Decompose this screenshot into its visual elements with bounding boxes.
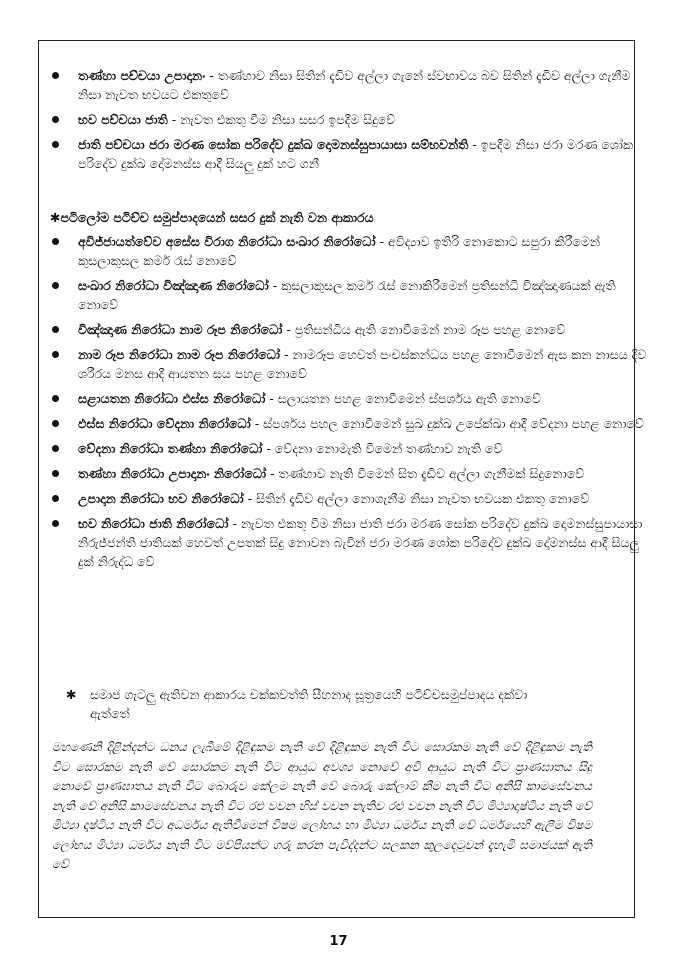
list-item: [0, 66, 677, 104]
item-term: භව නිරෝධා ජාති නිරෝධෝ: [78, 516, 229, 531]
item-term: තණ්හා පච්චයා උපාදානං: [78, 68, 206, 83]
list-item: [0, 232, 677, 270]
item-description: - සලායතන පහළ නොවීමෙන් ස්පර්ශය ඇති නොවේ: [265, 391, 542, 406]
item-term: සංඛාර නිරෝධා විඤ්ඤාණ නිරෝධෝ: [78, 278, 269, 293]
item-term: වේදනා නිරෝධා තණ්හා නිරෝධෝ: [78, 441, 263, 456]
item-description: - ස්පර්ශය පහල නොවීමෙන් සුඛ දුක්ඛ උපේක්ඛා ආදී වේදනා පහළ නොවේ: [250, 416, 644, 431]
page-number: 17: [329, 934, 348, 949]
list-item: [0, 514, 677, 571]
item-description: - වේදනා නොමැති වීමෙන් තණ්හාව නැති වේ: [262, 441, 503, 456]
item-description: - සිතින් දැඩිව අල්ලා නොගැනීම නිසා නැවත භවයක එකතු නොවේ: [243, 491, 590, 506]
note-text: සමාජ ගැටලු ඇතිවන ආකාරය චක්කවත්ති සීහනාද සූත්‍රයෙහි පටිච්චසමුප්පාදය දක්වා ඇත්තේ: [90, 687, 528, 721]
list-item: [0, 489, 677, 508]
closing-paragraph: මහණෙනි දිළින්දන්ට ධනය ලැබීමේ දිළිඳුකම නැති වේ දිළිඳුකම නැති විට සොරකම නැති වේ දිළිඳුකම නැති විට සොරකම නැති වේ සොරකම නැති විට ආයුධ අවශ්‍ය නොවේ අවි ආයුධ නැති විට ප්‍රාණඝාතය සිදු නොවේ ප්‍රාණඝාතය නැති විට බොරුව කේලම නැති වේ බොරු කේලාම් කීම නැති විට අනිසි කාමසේවනය නැති වේ අනිසි කාමසේවනය නැති විට රළු වචන හිස් වචන නැතිව රළු වචන නැති විට මිථ්‍යාදෘෂ්ටිය නැති වේ මිථ්‍යා දෘෂ්ටිය නැති විට අධර්මය ඇතිවීමෙන් විෂම ලෝභය හා මිථ්‍යා ධර්මය නැති වේ ධර්මයෙහි ඇලීම විෂම ලෝභය මිථ්‍යා ධර්මය නැති විට මව්පියන්ට ගරු කරන පැවිද්දන්ට සලකන කුලදෙටුවන් දැහැමි සමාජයක් ඇති වේ: [52, 740, 592, 871]
bullet-icon: [52, 495, 59, 502]
bullet-icon: [52, 395, 59, 402]
star-icon: ✱: [66, 687, 77, 702]
list-item: [0, 414, 677, 433]
bullet-icon: [52, 282, 59, 289]
bullet-icon: [52, 351, 59, 358]
item-term: විඤ්ඤාණ නිරෝධා නාම රූප නිරෝධෝ: [78, 322, 283, 337]
bullet-icon: [52, 326, 59, 333]
list-item: [0, 320, 677, 339]
item-description: - නාමරූප හෙවත් පංචස්කන්ධය පහළ නොවීමෙන් ඇස කන නාසය දිව ශරීරය මනස ආදී ආයතන සය පහළ නොවේ: [78, 347, 647, 381]
item-term: උපාදාන නිරෝධා භව නිරෝධෝ: [78, 491, 244, 506]
item-description: - අවිද්‍යාව ඉතිරි නොකොට සපුරා කිරීමෙන් කුසලාකුසල කර්ම රැස් නොවේ: [78, 234, 600, 268]
item-term: සළායතන නිරෝධා ඵස්ස නිරෝධෝ: [78, 391, 266, 406]
note-block: [66, 685, 550, 723]
item-term: ඵස්ස නිරෝධා වේදනා නිරෝධෝ: [78, 416, 251, 431]
bullet-icon: [52, 445, 59, 452]
list-item: [0, 276, 677, 314]
bullet-icon: [52, 116, 59, 123]
bullet-icon: [52, 420, 59, 427]
list-item: [0, 389, 677, 408]
item-description: - නැවත එකතු වීම නිසා සසර ඉපදීම සිදුවේ: [167, 112, 396, 127]
item-description: - ප්‍රතිසන්ධිය ඇති නොවීමෙන් නාම රූප පහළ නොවේ: [282, 322, 566, 337]
item-description: - තණ්හාව නිසා සිතින් දැඩිව අල්ලා ගැනේ ස්වභාවය බව සිතින් දැඩිව අල්ලා ගැනීම නිසා නැවත භවයට එකතුවේ: [78, 68, 631, 102]
item-term: නාම රූප නිරෝධා නාම රූප නිරෝධෝ: [78, 347, 280, 362]
section-heading: ✱පටිලෝම පටිච්ච සමුප්පාදයෙන් සසර දුක් නැති වන ආකාරය: [50, 210, 374, 225]
item-description: - ඉපදීම නිසා ජරා මරණ ශෝක පරිදේව දුක්ඛ දෝමනස්ස ආදී සියලු දුක් හට ගනී: [78, 137, 634, 171]
list-item: [0, 464, 677, 483]
list-item: [0, 345, 677, 383]
item-term: තණ්හා නිරෝධා උපාදානං නිරෝධෝ: [78, 466, 267, 481]
item-description: - තණ්හාව නැති වීමෙන් සිත දැඩිව අල්ලා ගැනීමක් සිදුනොවේ: [266, 466, 585, 481]
bullet-icon: [52, 141, 59, 148]
list-item: [0, 439, 677, 458]
item-description: - නැවත එකතු වීම නිසා ජාති ජරා මරණ සෝක පරිදේව දුක්ඛ දොමනස්සුපායාසා නිරුජ්ජන්ති ජාතියක් හෙවත් උපතක් සිදු නොවන බැවින් ජරා මරණ ශෝක පරිදේව දුක්ඛ දෝමනස්ස ආදී සියලු දුක් නිරුද්ධ වේ: [78, 516, 643, 569]
item-term: භව පච්චයා ජාති: [78, 112, 168, 127]
list-item: [0, 110, 677, 129]
list-item: [0, 135, 677, 173]
item-term: අවිජ්ජායත්වේව අසේස විරාග නිරෝධා සංඛාර නිරෝධෝ: [78, 234, 376, 249]
bullet-icon: [52, 470, 59, 477]
top-bullet-list: [0, 66, 677, 179]
bottom-bullet-list: [0, 232, 677, 577]
item-term: ජාති පච්චයා ජරා මරණ සෝක පරිදේව දුක්ඛ දොමනස්සුපායාසා සම්භවන්ති: [78, 137, 469, 152]
bullet-icon: [52, 72, 59, 79]
item-description: - කුසලාකුසල කර්ම රැස් නොකිරීමෙන් ප්‍රතිසන්ධි විඤ්ඤාණයක් ඇති නොවේ: [78, 278, 616, 312]
bullet-icon: [52, 238, 59, 245]
bullet-icon: [52, 520, 59, 527]
